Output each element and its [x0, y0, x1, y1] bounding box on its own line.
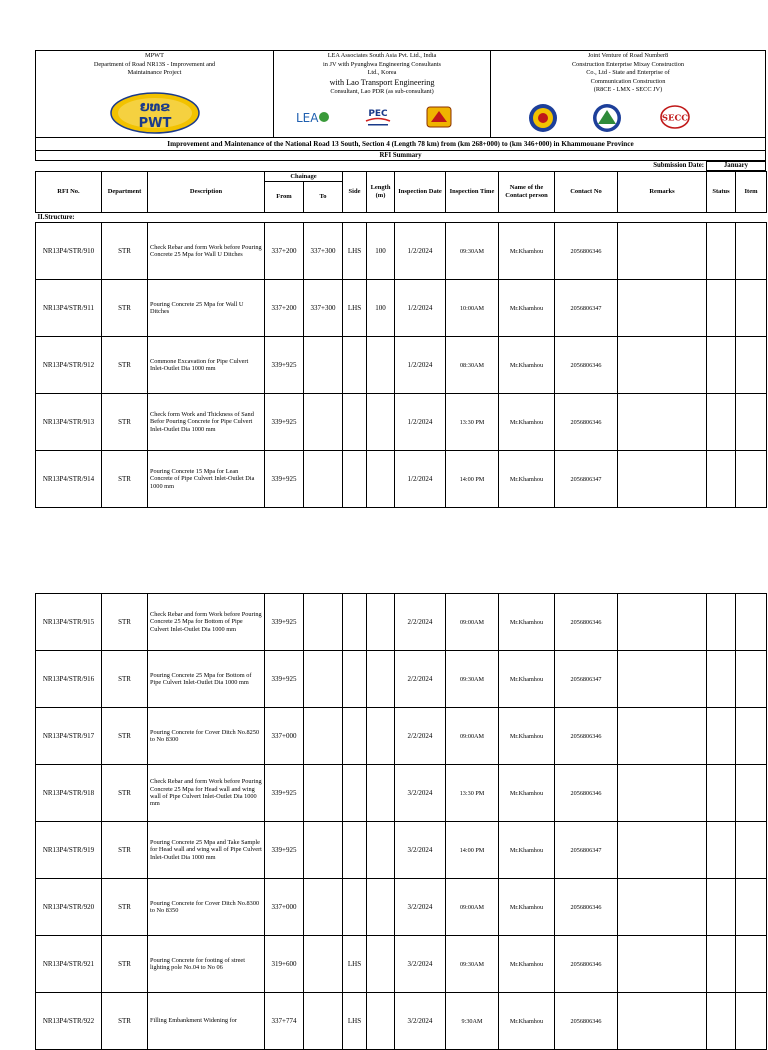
inspection-time-cell: 09:30AM — [446, 651, 499, 708]
inspection-date-cell: 3/2/2024 — [395, 936, 446, 993]
department-cell: STR — [102, 280, 148, 337]
inspection-date-cell: 1/2/2024 — [395, 223, 446, 280]
contact-person-cell: Mr.Khamhou — [499, 765, 555, 822]
table-row — [36, 394, 767, 451]
contact-no-cell: 2056806346 — [555, 594, 618, 651]
length-cell — [367, 765, 395, 822]
description-cell: Pouring Concrete 25 Mpa for Bottom of Pipe Culvert Inlet-Outlet Dia 1000 mm — [148, 651, 265, 708]
side-cell — [343, 394, 367, 451]
chainage-to-cell — [304, 337, 343, 394]
length-cell — [367, 822, 395, 879]
mpwt-line-3: Maintainance Project — [127, 69, 182, 77]
col-inspection-date: Inspection Date — [395, 172, 446, 213]
r8ce-seal-icon — [528, 103, 558, 133]
rfi-no-cell: NR13P4/STR/914 — [36, 451, 102, 508]
inspection-date-cell: 3/2/2024 — [395, 765, 446, 822]
department-cell: STR — [102, 337, 148, 394]
col-inspection-time: Inspection Time — [446, 172, 499, 213]
length-cell: 100 — [367, 280, 395, 337]
rfi-no-cell: NR13P4/STR/920 — [36, 879, 102, 936]
length-cell: 100 — [367, 223, 395, 280]
contractor-line-5: (R8CE - LMX - SECC JV) — [593, 86, 663, 94]
inspection-time-cell: 08:30AM — [446, 337, 499, 394]
document-subtitle: RFI Summary — [35, 151, 766, 161]
inspection-date-cell: 1/2/2024 — [395, 451, 446, 508]
item-cell — [736, 936, 767, 993]
status-cell — [707, 993, 736, 1050]
col-remarks: Remarks — [618, 172, 707, 213]
chainage-from-cell: 319+600 — [265, 936, 304, 993]
contact-person-cell: Mr.Khamhou — [499, 337, 555, 394]
inspection-date-cell: 1/2/2024 — [395, 394, 446, 451]
item-cell — [736, 765, 767, 822]
consultant-line-3: Ltd., Korea — [367, 69, 397, 77]
department-cell: STR — [102, 936, 148, 993]
item-cell — [736, 993, 767, 1050]
contact-no-cell: 2056806346 — [555, 708, 618, 765]
department-cell: STR — [102, 651, 148, 708]
col-contact-person: Name of the Contact person — [499, 172, 555, 213]
inspection-date-cell: 2/2/2024 — [395, 594, 446, 651]
col-rfi-no: RFI No. — [36, 172, 102, 213]
remarks-cell — [618, 337, 707, 394]
side-cell — [343, 879, 367, 936]
description-cell: Check Rebar and form Work before Pouring Concrete 25 Mpa for Bottom of Pipe Culvert Inlet-Outlet Dia 1000 mm — [148, 594, 265, 651]
description-cell: Filling Embankment Widening for — [148, 993, 265, 1050]
length-cell — [367, 708, 395, 765]
chainage-to-cell — [304, 822, 343, 879]
inspection-time-cell: 09:00AM — [446, 594, 499, 651]
description-cell: Pouring Concrete 15 Mpa for Lean Concrete of Pipe Culvert Inlet-Outlet Dia 1000 mm — [148, 451, 265, 508]
length-cell — [367, 651, 395, 708]
rfi-no-cell: NR13P4/STR/910 — [36, 223, 102, 280]
table-row — [36, 337, 767, 394]
rfi-table-page-1 — [35, 171, 767, 508]
side-cell — [343, 594, 367, 651]
submission-date-value: January — [706, 161, 766, 171]
consultant-line-1: LEA Associates South Asia Pvt. Ltd., India — [327, 52, 437, 59]
contact-no-cell: 2056806346 — [555, 765, 618, 822]
table-row — [36, 651, 767, 708]
contact-no-cell: 2056806346 — [555, 879, 618, 936]
remarks-cell — [618, 451, 707, 508]
submission-date — [35, 161, 766, 171]
item-cell — [736, 708, 767, 765]
inspection-date-cell: 3/2/2024 — [395, 993, 446, 1050]
status-cell — [707, 394, 736, 451]
side-cell: LHS — [343, 993, 367, 1050]
remarks-cell — [618, 394, 707, 451]
chainage-from-cell: 339+925 — [265, 765, 304, 822]
description-cell: Pouring Concrete for footing of street lighting pole No.04 to No 06 — [148, 936, 265, 993]
contact-person-cell: Mr.Khamhou — [499, 451, 555, 508]
chainage-to-cell — [304, 394, 343, 451]
length-cell — [367, 451, 395, 508]
contact-person-cell: Mr.Khamhou — [499, 394, 555, 451]
description-cell: Commone Excavation for Pipe Culvert Inlet-Outlet Dia 1000 mm — [148, 337, 265, 394]
table-row — [36, 594, 767, 651]
status-cell — [707, 879, 736, 936]
col-side: Side — [343, 172, 367, 213]
chainage-from-cell: 337+000 — [265, 708, 304, 765]
description-cell: Check Rebar and form Work before Pouring Concrete 25 Mpa for Head wall and wing wall of Pipe Culvert Inlet-Outlet Dia 1000 mm — [148, 765, 265, 822]
rfi-table-page-2 — [35, 593, 767, 1050]
department-cell: STR — [102, 223, 148, 280]
department-cell: STR — [102, 451, 148, 508]
table-row — [36, 280, 767, 337]
remarks-cell — [618, 765, 707, 822]
pec-logo-icon — [362, 106, 394, 128]
status-cell — [707, 280, 736, 337]
rfi-no-cell: NR13P4/STR/918 — [36, 765, 102, 822]
chainage-to-cell — [304, 936, 343, 993]
department-cell: STR — [102, 993, 148, 1050]
length-cell — [367, 394, 395, 451]
table-row — [36, 708, 767, 765]
contact-no-cell: 2056806347 — [555, 280, 618, 337]
status-cell — [707, 822, 736, 879]
contact-no-cell: 2056806346 — [555, 223, 618, 280]
description-cell: Pouring Concrete 25 Mpa for Wall U Ditches — [148, 280, 265, 337]
inspection-time-cell: 9:30AM — [446, 993, 499, 1050]
length-cell — [367, 337, 395, 394]
contact-person-cell: Mr.Khamhou — [499, 708, 555, 765]
consultant-line-5: Consultant, Lao PDR (as sub-consultant) — [330, 88, 434, 96]
col-description: Description — [148, 172, 265, 213]
remarks-cell — [618, 879, 707, 936]
rfi-no-cell: NR13P4/STR/916 — [36, 651, 102, 708]
inspection-time-cell: 09:30AM — [446, 936, 499, 993]
status-cell — [707, 765, 736, 822]
chainage-from-cell: 337+200 — [265, 280, 304, 337]
section-heading: II.Structure: — [36, 213, 767, 223]
side-cell — [343, 337, 367, 394]
side-cell: LHS — [343, 223, 367, 280]
chainage-to-cell — [304, 651, 343, 708]
length-cell — [367, 594, 395, 651]
remarks-cell — [618, 223, 707, 280]
inspection-time-cell: 14:00 PM — [446, 451, 499, 508]
length-cell — [367, 879, 395, 936]
inspection-date-cell: 2/2/2024 — [395, 708, 446, 765]
status-cell — [707, 936, 736, 993]
remarks-cell — [618, 651, 707, 708]
rfi-no-cell: NR13P4/STR/921 — [36, 936, 102, 993]
contact-person-cell: Mr.Khamhou — [499, 223, 555, 280]
description-cell: Pouring Concrete for Cover Ditch No.8250 to No 8300 — [148, 708, 265, 765]
side-cell — [343, 708, 367, 765]
contact-no-cell: 2056806347 — [555, 651, 618, 708]
remarks-cell — [618, 822, 707, 879]
mpwt-header — [36, 51, 274, 137]
description-cell: Check Rebar and form Work before Pouring Concrete 25 Mpa for Wall U Ditches — [148, 223, 265, 280]
pec-logo-text: PEC — [368, 109, 388, 119]
remarks-cell — [618, 708, 707, 765]
table-row — [36, 765, 767, 822]
col-item: Item — [736, 172, 767, 213]
status-cell — [707, 651, 736, 708]
remarks-cell — [618, 280, 707, 337]
letterhead — [35, 50, 766, 138]
inspection-time-cell: 13:30 PM — [446, 765, 499, 822]
description-cell: Pouring Concrete 25 Mpa and Take Sample for Head wall and wing wall of Pipe Culvert Inlet-Outlet Dia 1000 mm — [148, 822, 265, 879]
pwt-logo-icon — [110, 92, 200, 134]
chainage-from-cell: 337+774 — [265, 993, 304, 1050]
chainage-to-cell: 337+300 — [304, 223, 343, 280]
department-cell: STR — [102, 708, 148, 765]
contact-person-cell: Mr.Khamhou — [499, 280, 555, 337]
pwt-logo-lao-text: ຍທຂ — [139, 100, 171, 115]
chainage-from-cell: 339+925 — [265, 594, 304, 651]
col-length: Length (m) — [367, 172, 395, 213]
mpwt-line-2: Department of Road NR13S - Improvement and — [93, 60, 216, 68]
chainage-to-cell — [304, 993, 343, 1050]
side-cell: LHS — [343, 280, 367, 337]
remarks-cell — [618, 594, 707, 651]
col-chainage-from: From — [265, 182, 304, 213]
lmx-seal-icon — [592, 103, 622, 133]
chainage-from-cell: 339+925 — [265, 394, 304, 451]
chainage-from-cell: 339+925 — [265, 337, 304, 394]
contact-person-cell: Mr.Khamhou — [499, 594, 555, 651]
contact-person-cell: Mr.Khamhou — [499, 879, 555, 936]
chainage-to-cell — [304, 765, 343, 822]
table-row — [36, 936, 767, 993]
contact-person-cell: Mr.Khamhou — [499, 936, 555, 993]
rfi-no-cell: NR13P4/STR/911 — [36, 280, 102, 337]
chainage-to-cell — [304, 879, 343, 936]
inspection-time-cell: 09:30AM — [446, 223, 499, 280]
col-department: Department — [102, 172, 148, 213]
inspection-date-cell: 1/2/2024 — [395, 280, 446, 337]
contractor-line-4: Communication Construction — [590, 77, 666, 85]
col-status: Status — [707, 172, 736, 213]
inspection-date-cell: 3/2/2024 — [395, 822, 446, 879]
chainage-to-cell: 337+300 — [304, 280, 343, 337]
rfi-no-cell: NR13P4/STR/917 — [36, 708, 102, 765]
chainage-to-cell — [304, 594, 343, 651]
status-cell — [707, 594, 736, 651]
contractor-line-1: Joint Venture of Road Number8 — [587, 52, 669, 59]
rfi-no-cell: NR13P4/STR/915 — [36, 594, 102, 651]
contact-no-cell: 2056806347 — [555, 822, 618, 879]
rfi-no-cell: NR13P4/STR/912 — [36, 337, 102, 394]
inspection-time-cell: 13:30 PM — [446, 394, 499, 451]
col-chainage-to: To — [304, 182, 343, 213]
lea-logo-text: LEA — [296, 111, 319, 125]
secc-logo-text: SECC — [661, 113, 689, 124]
side-cell — [343, 651, 367, 708]
length-cell — [367, 936, 395, 993]
item-cell — [736, 451, 767, 508]
inspection-time-cell: 09:00AM — [446, 708, 499, 765]
chainage-from-cell: 337+200 — [265, 223, 304, 280]
table-row — [36, 223, 767, 280]
inspection-date-cell: 3/2/2024 — [395, 879, 446, 936]
contact-no-cell: 2056806346 — [555, 936, 618, 993]
table-row — [36, 993, 767, 1050]
chainage-from-cell: 339+925 — [265, 651, 304, 708]
status-cell — [707, 223, 736, 280]
item-cell — [736, 822, 767, 879]
mpwt-line-1: MPWT — [145, 52, 164, 59]
contact-no-cell: 2056806347 — [555, 451, 618, 508]
col-chainage: Chainage — [265, 172, 343, 182]
secc-logo-icon — [660, 105, 690, 129]
lea-logo-icon — [296, 106, 330, 128]
chainage-from-cell: 337+000 — [265, 879, 304, 936]
rfi-no-cell: NR13P4/STR/919 — [36, 822, 102, 879]
consultant-line-2: in JV with Pyunghwa Engineering Consultants — [323, 60, 441, 68]
side-cell: LHS — [343, 936, 367, 993]
rfi-no-cell: NR13P4/STR/913 — [36, 394, 102, 451]
col-contact-no: Contact No — [555, 172, 618, 213]
inspection-time-cell: 14:00 PM — [446, 822, 499, 879]
contractor-line-3: Co., Ltd - State and Enterprise of — [586, 69, 670, 77]
department-cell: STR — [102, 822, 148, 879]
rfi-no-cell: NR13P4/STR/922 — [36, 993, 102, 1050]
item-cell — [736, 594, 767, 651]
side-cell — [343, 822, 367, 879]
contractor-line-2: Construction Enterprise Mixay Construction — [571, 60, 685, 68]
contact-no-cell: 2056806346 — [555, 337, 618, 394]
inspection-date-cell: 1/2/2024 — [395, 337, 446, 394]
pwt-logo-sub-text: PWT — [138, 116, 172, 131]
contact-no-cell: 2056806346 — [555, 394, 618, 451]
description-cell: Pouring Concrete for Cover Ditch No.8300 to No 8350 — [148, 879, 265, 936]
side-cell — [343, 451, 367, 508]
side-cell — [343, 765, 367, 822]
status-cell — [707, 451, 736, 508]
department-cell: STR — [102, 394, 148, 451]
description-cell: Check form Work and Thickness of Sand Befor Pouring Concrete for Pipe Culvert Inlet-Outlet Dia 1000 mm — [148, 394, 265, 451]
contact-person-cell: Mr.Khamhou — [499, 651, 555, 708]
item-cell — [736, 879, 767, 936]
item-cell — [736, 394, 767, 451]
inspection-time-cell: 09:00AM — [446, 879, 499, 936]
contact-person-cell: Mr.Khamhou — [499, 822, 555, 879]
contact-no-cell: 2056806346 — [555, 993, 618, 1050]
table-row — [36, 822, 767, 879]
contact-person-cell: Mr.Khamhou — [499, 993, 555, 1050]
consultant-header — [274, 51, 491, 137]
project-title: Improvement and Maintenance of the National Road 13 South, Section 4 (Length 78 km) from (km 268+000) to (km 346+000) in Khammouane Province — [35, 138, 766, 151]
status-cell — [707, 337, 736, 394]
department-cell: STR — [102, 594, 148, 651]
department-cell: STR — [102, 765, 148, 822]
item-cell — [736, 337, 767, 394]
chainage-to-cell — [304, 708, 343, 765]
item-cell — [736, 223, 767, 280]
chainage-from-cell: 339+925 — [265, 822, 304, 879]
length-cell — [367, 993, 395, 1050]
item-cell — [736, 280, 767, 337]
department-cell: STR — [102, 879, 148, 936]
item-cell — [736, 651, 767, 708]
table-row — [36, 451, 767, 508]
submission-date-label: Submission Date: — [653, 162, 704, 169]
remarks-cell — [618, 936, 707, 993]
inspection-date-cell: 2/2/2024 — [395, 651, 446, 708]
chainage-to-cell — [304, 451, 343, 508]
consultant-line-4: with Lao Transport Engineering — [329, 77, 435, 87]
remarks-cell — [618, 993, 707, 1050]
chainage-from-cell: 339+925 — [265, 451, 304, 508]
table-row — [36, 879, 767, 936]
inspection-time-cell: 10:00AM — [446, 280, 499, 337]
status-cell — [707, 708, 736, 765]
lte-logo-icon — [426, 106, 452, 128]
contractor-header — [491, 51, 765, 137]
